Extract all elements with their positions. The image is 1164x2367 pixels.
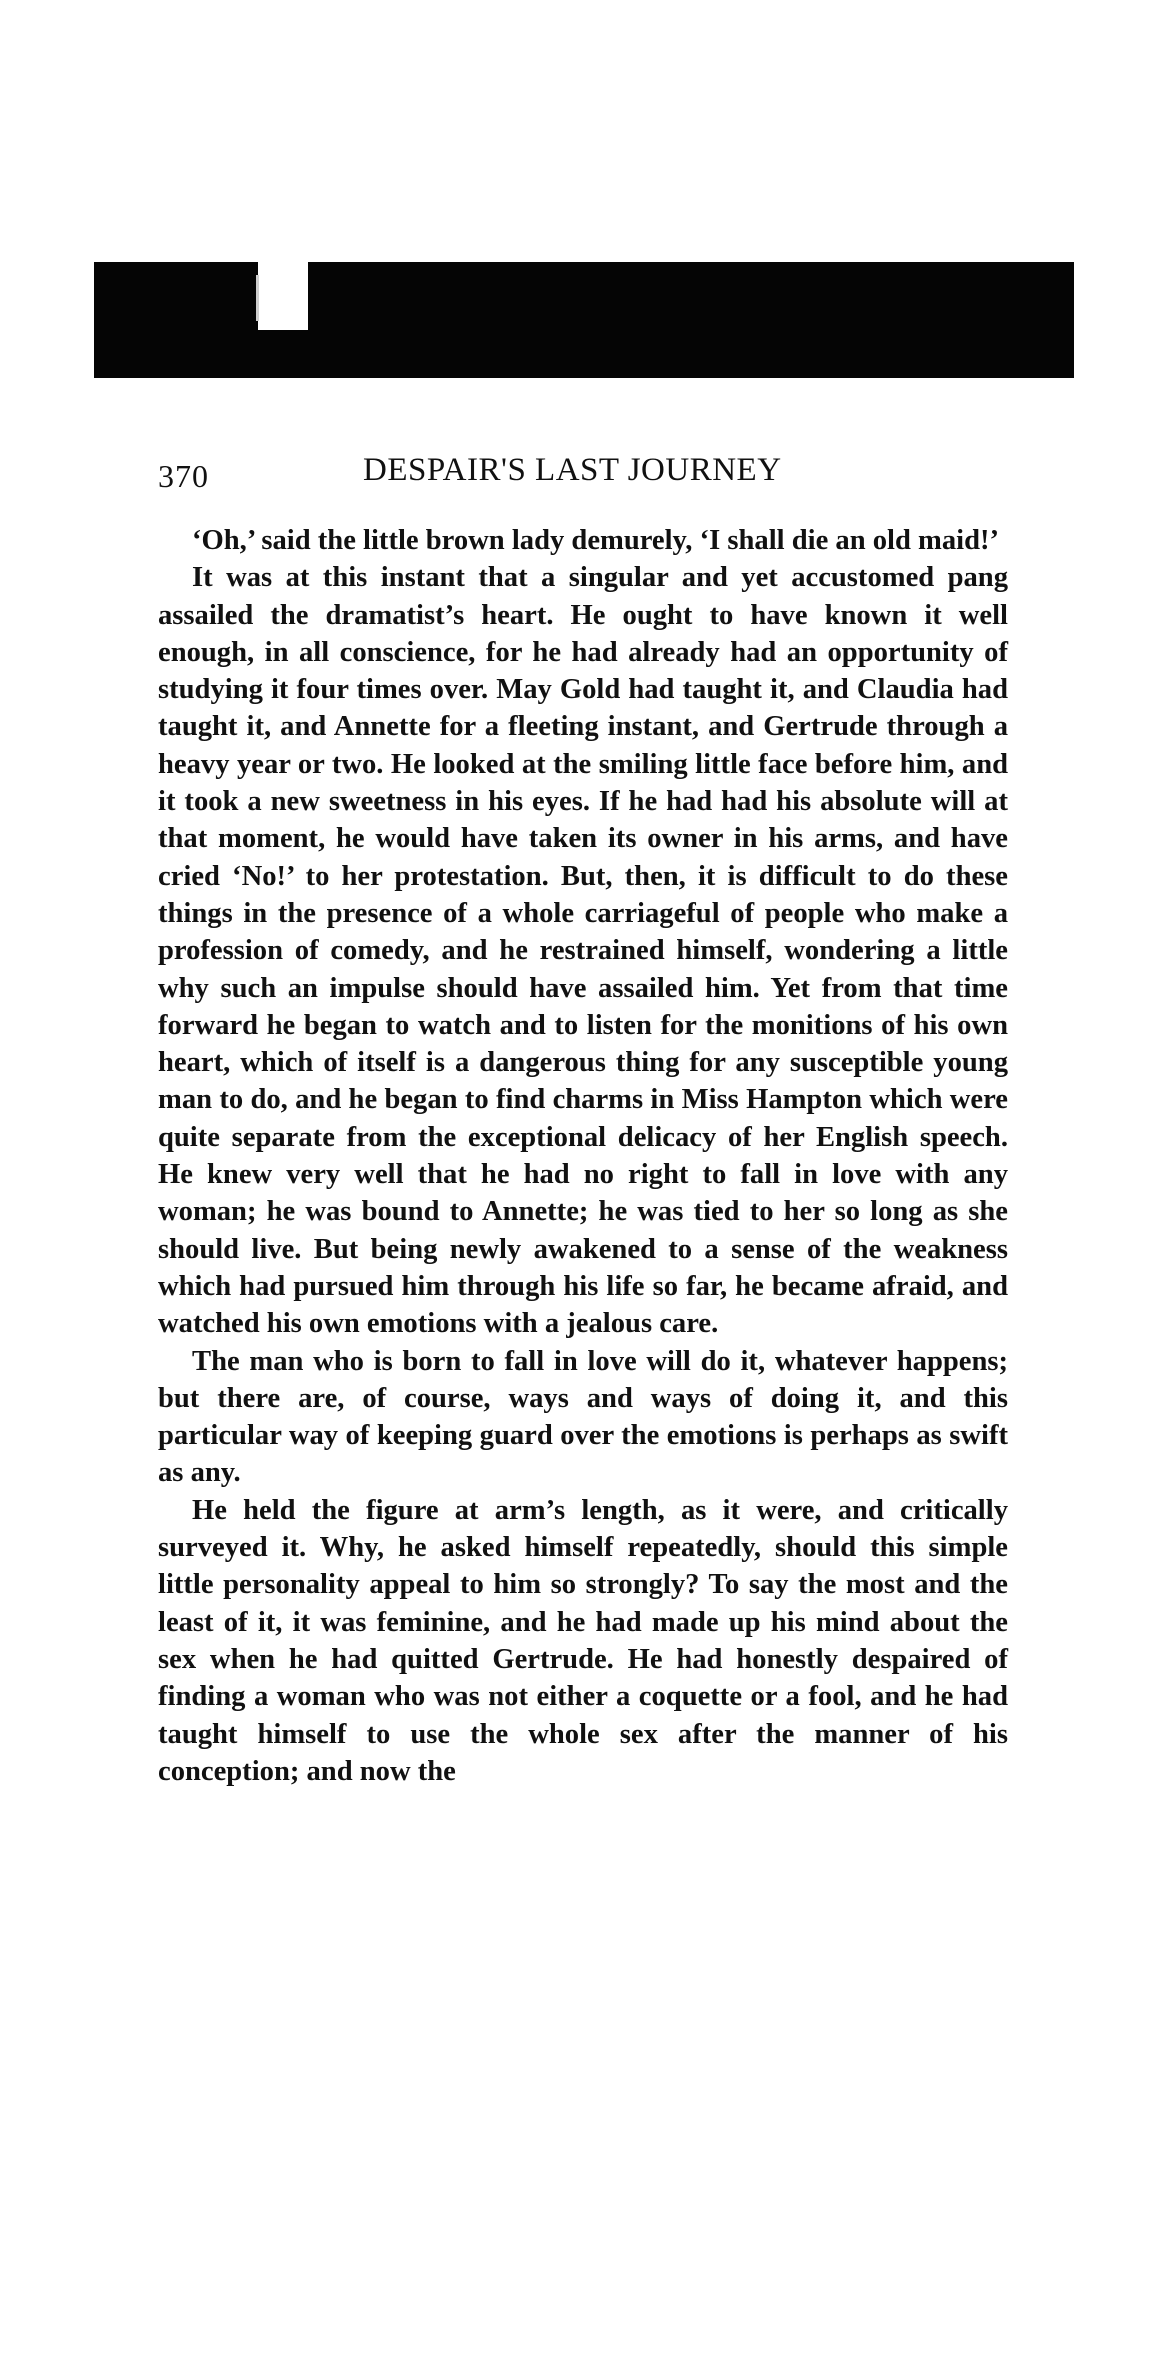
scan-black-band xyxy=(94,262,1074,378)
page-header xyxy=(158,452,1014,502)
running-title: DESPAIR'S LAST JOURNEY xyxy=(363,452,782,488)
paragraph-1: ‘Oh,’ said the little brown lady demurely, ‘I shall die an old maid!’ xyxy=(192,525,1000,556)
paragraph-3: The man who is born to fall in love will do it, whatever happens; but there are, of course, ways and ways of doing it, and this particular way of keeping guard over the emotions is perhaps as swift as any. xyxy=(158,1345,1008,1489)
paragraph-4: He held the figure at arm’s length, as it were, and critically surveyed it. Why, he asked himself repeatedly, should this simple little personality appeal to him so strongly? To say the most and the least of it, it was feminine, and he had made up his mind about the sex when he had quitted Gertrude. He had honestly despaired of finding a woman who was not either a coquette or a fool, and he had taught himself to use the whole sex after the manner of his conception; and now the xyxy=(158,1494,1008,1787)
scan-band-notch xyxy=(258,262,308,330)
page-number: 370 xyxy=(158,458,209,494)
body-text xyxy=(158,522,1008,1790)
paragraph-2: It was at this instant that a singular and yet accustomed pang assailed the dramatist’s heart. He ought to have known it well enough, in all conscience, for he had already had an opportunity of studying it four times over. May Gold had taught it, and Claudia had taught it, and Annette for a fleeting instant, and Gertrude through a heavy year or two. He looked at the smiling little face before him, and it took a new sweetness in his eyes. If he had had his absolute will at that moment, he would have taken its owner in his arms, and have cried ‘No!’ to her protestation. But, then, it is difficult to do these things in the presence of a whole carriageful of people who make a profession of comedy, and he restrained himself, wondering a little why such an impulse should have assailed him. Yet from that time forward he began to watch and to listen for the monitions of his own heart, which of itself is a dangerous thing for any susceptible young man to do, and he began to find charms in Miss Hampton which were quite separate from the exceptional delicacy of her English speech. He knew very well that he had no right to fall in love with any woman; he was bound to Annette; he was tied to her so long as she should live. But being newly awakened to a sense of the weakness which had pursued him through his life so far, he became afraid, and watched his own emotions with a jealous care. xyxy=(158,562,1008,1340)
scan-band-tick xyxy=(256,275,259,321)
